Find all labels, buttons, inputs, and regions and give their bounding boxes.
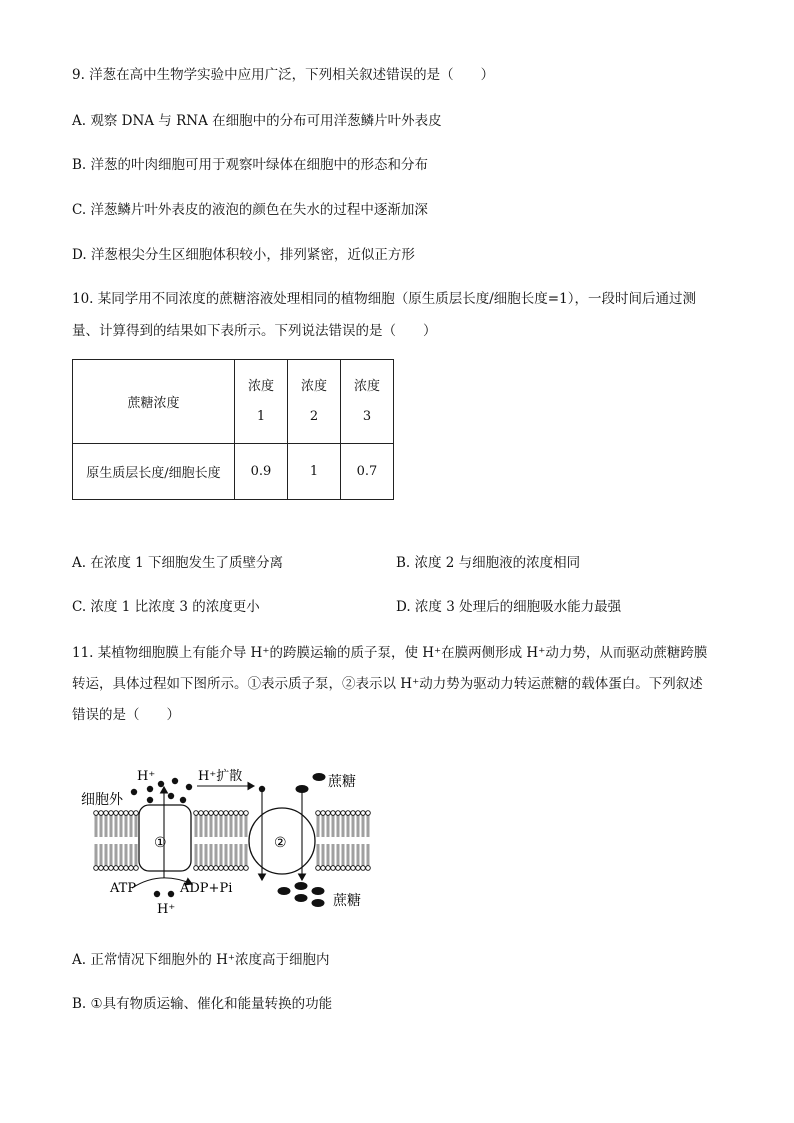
q9-stem: 9. 洋葱在高中生物学实验中应用广泛，下列相关叙述错误的是（ ）	[72, 67, 495, 83]
q10-option-d: D. 浓度 3 处理后的细胞吸水能力最强	[396, 599, 622, 615]
sucrose-top-label: 蔗糖	[328, 774, 356, 790]
q11-stem-line2: 转运，具体过程如下图所示。①表示质子泵，②表示以 H⁺动力势为驱动力转运蔗糖的载体蛋白。下列叙述	[72, 676, 703, 692]
q10-option-c: C. 浓度 1 比浓度 3 的浓度更小	[72, 599, 260, 615]
q10-option-a: A. 在浓度 1 下细胞发生了质壁分离	[72, 555, 284, 571]
pump-label: ①	[154, 835, 167, 851]
col-3-num: 3	[362, 408, 372, 424]
col-2-num: 2	[309, 408, 319, 424]
table-cell-1: 0.9	[235, 444, 288, 500]
col-1-num: 1	[256, 408, 266, 424]
q10-option-b: B. 浓度 2 与细胞液的浓度相同	[396, 555, 581, 571]
q11-option-a: A. 正常情况下细胞外的 H⁺浓度高于细胞内	[72, 952, 330, 968]
table-cell-3: 0.7	[341, 444, 394, 500]
outside-label: 细胞外	[81, 792, 123, 808]
sucrose-bottom-label: 蔗糖	[333, 893, 361, 909]
atp-label: ATP	[110, 881, 137, 896]
q10-stem-line2: 量、计算得到的结果如下表所示。下列说法错误的是（ ）	[72, 323, 437, 339]
q11-option-b: B. ①具有物质运输、催化和能量转换的功能	[72, 996, 333, 1012]
col-2-word: 浓度	[300, 378, 327, 394]
q9-option-b: B. 洋葱的叶肉细胞可用于观察叶绿体在细胞中的形态和分布	[72, 157, 429, 173]
table-row-label: 原生质层长度/细胞长度	[73, 444, 235, 500]
q11-stem-line1: 11. 某植物细胞膜上有能介导 H⁺的跨膜运输的质子泵，使 H⁺在膜两侧形成 H⁺动力势，从而驱动蔗糖跨膜	[72, 645, 708, 661]
h-bottom-label: H⁺	[157, 902, 176, 917]
q9-option-c: C. 洋葱鳞片叶外表皮的液泡的颜色在失水的过程中逐渐加深	[72, 202, 428, 218]
col-1-word: 浓度	[247, 378, 274, 394]
h-top-label: H⁺	[137, 769, 156, 784]
q10-stem-line1: 10. 某同学用不同浓度的蔗糖溶液处理相同的植物细胞（原生质层长度/细胞长度=1），一段时间后通过测	[72, 291, 696, 307]
q9-option-a: A. 观察 DNA 与 RNA 在细胞中的分布可用洋葱鳞片叶外表皮	[72, 113, 442, 129]
table-header-label: 蔗糖浓度	[73, 360, 235, 444]
q11-stem-line3: 错误的是（ ）	[72, 707, 180, 723]
adp-label: ADP+Pi	[180, 881, 233, 896]
lipid-bilayer	[94, 811, 371, 871]
table-cell-2: 1	[288, 444, 341, 500]
q9-option-d: D. 洋葱根尖分生区细胞体积较小，排列紧密，近似正方形	[72, 247, 415, 263]
col-3-word: 浓度	[353, 378, 380, 394]
carrier-label: ②	[274, 835, 287, 851]
h-diffusion-label: H⁺扩散	[198, 769, 243, 784]
